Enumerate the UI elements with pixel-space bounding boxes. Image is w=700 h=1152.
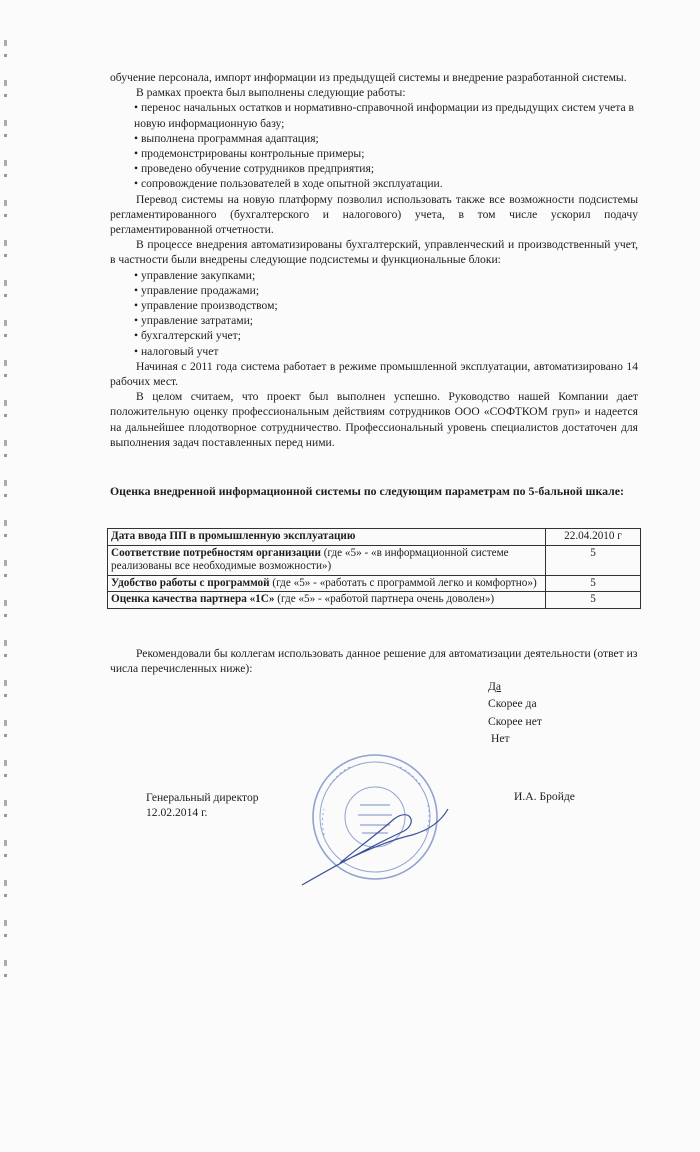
score-cell: 5 [546, 575, 641, 592]
works-item: • выполнена программная адаптация; [134, 131, 319, 145]
signatory-block [146, 790, 259, 820]
score-cell: 5 [546, 592, 641, 609]
scan-edge-artifact [4, 40, 7, 1000]
criterion-label: Удобство работы с программой [111, 576, 270, 589]
criterion-cell [108, 592, 546, 609]
table-row [108, 545, 641, 575]
paragraph-platform: Перевод системы на новую платформу позволил использовать также все возможности подсистемы регламентированного (бухгалтерского и налогового) учета, в том числе ускорил подачу регламентированной отчетности. [110, 192, 638, 237]
score-cell: 5 [546, 545, 641, 575]
evaluation-heading: Оценка внедренной информационной системы по следующим параметрам по 5-бальной шкале: [110, 484, 624, 498]
answer-option-no: Нет [491, 732, 510, 746]
handwritten-signature [302, 809, 448, 885]
criterion-cell [108, 529, 546, 546]
evaluation-table [107, 528, 641, 609]
subsystem-item: • бухгалтерский учет; [134, 329, 241, 343]
signature-date: 12.02.2014 г. [146, 806, 208, 819]
subsystem-item: • управление затратами; [134, 314, 253, 328]
table-row [108, 575, 641, 592]
signatory-name: И.А. Бройде [514, 790, 575, 803]
works-item: • продемонстрированы контрольные примеры; [134, 147, 365, 161]
signatory-position: Генеральный директор [146, 791, 259, 804]
criterion-label: Дата ввода ПП в промышленную эксплуатацию [111, 530, 356, 542]
answer-option-rather-yes: Скорее да [488, 697, 537, 711]
paragraph-operation: Начиная с 2011 года система работает в режиме промышленной эксплуатации, автоматизировано 14 рабочих мест. [110, 359, 638, 389]
paragraph-subsystems-intro: В процессе внедрения автоматизированы бухгалтерский, управленческий и производственный учет, в частности были внедрены следующие подсистемы и функциональные блоки: [110, 238, 638, 267]
paragraph-conclusion: В целом считаем, что проект был выполнен успешно. Руководство нашей Компании дает положительную оценку профессиональным действиям сотрудников ООО «СОФТКОМ груп» и надеется на дальнейшее плодотворное сотрудничество. Профессиональный уровень специалистов достаточен для выполнения задач поставленных перед ними. [110, 390, 638, 449]
subsystem-item: • управление производством; [134, 299, 278, 313]
recommendation-text [110, 646, 638, 676]
criterion-note: (где «5» - «работой партнера очень доволен») [274, 593, 495, 606]
score-cell: 22.04.2010 г [546, 529, 641, 546]
criterion-label: Оценка качества партнера «1С» [111, 593, 275, 606]
answer-option-rather-no: Скорее нет [488, 714, 542, 728]
letter-body [110, 70, 638, 450]
answer-option-yes: Да [488, 680, 502, 693]
criterion-label: Соответствие потребностям организации [111, 546, 321, 559]
criterion-cell [108, 575, 546, 592]
works-item: • проведено обучение сотрудников предприятия; [134, 162, 375, 176]
works-item: • перенос начальных остатков и нормативно-справочной информации из предыдущих систем учета в новую информационную базу; [134, 101, 635, 130]
company-seal-stamp [300, 745, 450, 895]
subsystem-item: • налоговый учет [134, 344, 219, 358]
works-item: • сопровождение пользователей в ходе опытной эксплуатации. [134, 177, 443, 191]
paragraph-training: обучение персонала, импорт информации из предыдущей системы и внедрение разработанной системы. [110, 71, 627, 84]
subsystem-item: • управление продажами; [134, 283, 260, 297]
table-row [108, 592, 641, 609]
criterion-note: (где «5» - «в информационной системе реализованы все необходимые возможности») [111, 546, 509, 573]
answer-options [488, 678, 542, 748]
table-row [108, 529, 641, 546]
paragraph-works-intro: В рамках проекта был выполнены следующие работы: [136, 86, 406, 100]
recommendation-question: Рекомендовали бы коллегам использовать данное решение для автоматизации деятельности (ответ из числа перечисленных ниже): [110, 647, 638, 676]
criterion-note: (где «5» - «работать с программой легко и комфортно») [269, 576, 537, 589]
subsystem-item: • управление закупками; [134, 268, 256, 282]
criterion-cell [108, 545, 546, 575]
